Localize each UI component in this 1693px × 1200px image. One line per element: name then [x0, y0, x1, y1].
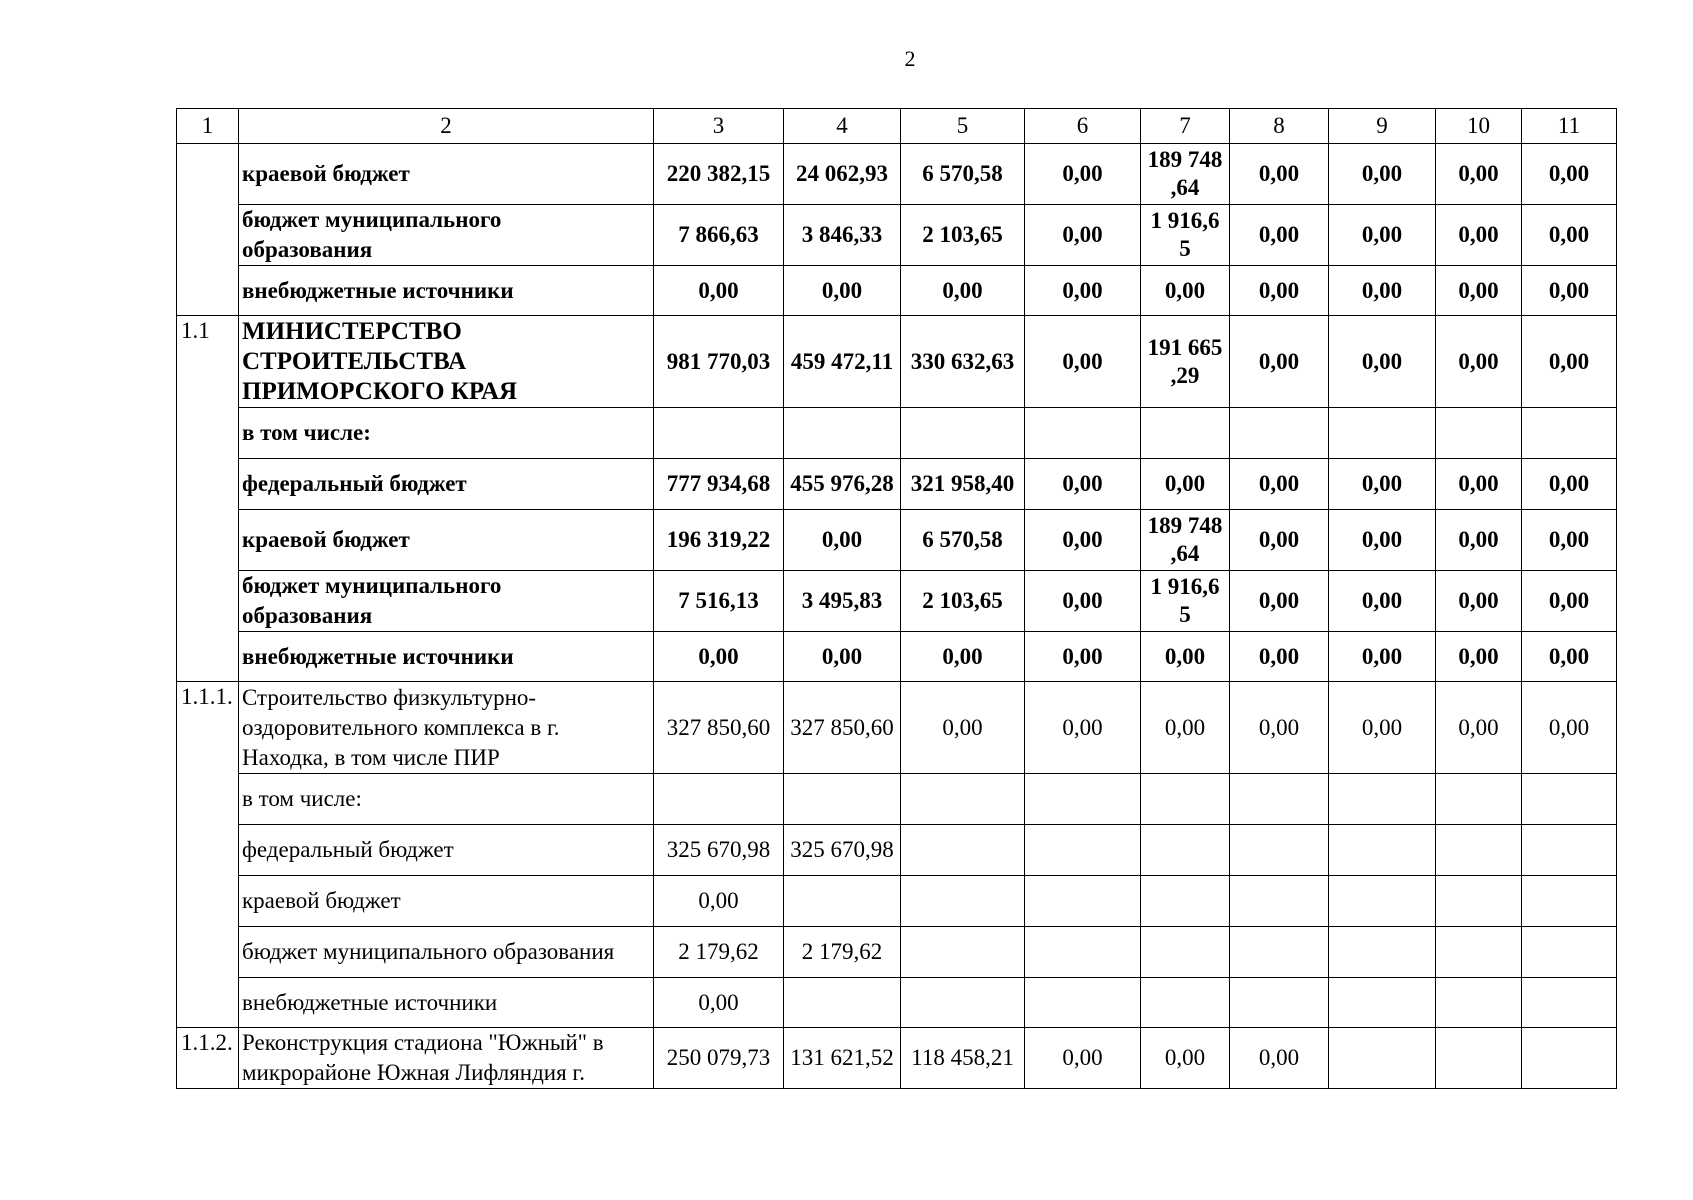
cell-col-3: 327 850,60 [654, 682, 784, 774]
cell-col-9 [1329, 408, 1436, 459]
cell-col-5: 2 103,65 [901, 571, 1025, 632]
cell-col-9 [1329, 876, 1436, 927]
cell-col-4: 459 472,11 [784, 316, 901, 408]
cell-col-11: 0,00 [1522, 571, 1617, 632]
cell-col-8: 0,00 [1230, 632, 1329, 682]
row-name-line: микрорайоне Южная Лифляндия г. [242, 1060, 586, 1085]
row-name: краевой бюджет [239, 876, 654, 927]
cell-col-5: 0,00 [901, 682, 1025, 774]
cell-col-5: 0,00 [901, 266, 1025, 316]
cell-col-4: 327 850,60 [784, 682, 901, 774]
cell-col-4: 24 062,93 [784, 144, 901, 205]
table-row [177, 978, 1617, 1028]
cell-col-10: 0,00 [1436, 144, 1522, 205]
cell-col-4: 2 179,62 [784, 927, 901, 978]
cell-col-10: 0,00 [1436, 510, 1522, 571]
cell-col-4: 3 846,33 [784, 205, 901, 266]
cell-col-3: 2 179,62 [654, 927, 784, 978]
table-row [177, 1028, 1617, 1089]
cell-col-3: 0,00 [654, 978, 784, 1028]
cell-col-5: 0,00 [901, 632, 1025, 682]
cell-col-7: 0,00 [1141, 632, 1230, 682]
cell-col-3: 7 516,13 [654, 571, 784, 632]
table-row [177, 510, 1617, 571]
cell-col-7 [1141, 316, 1230, 408]
row-name: бюджет муниципального образования [239, 927, 654, 978]
cell-col-8: 0,00 [1230, 571, 1329, 632]
cell-col-7-line: 1 916,6 [1150, 208, 1220, 233]
cell-col-9 [1329, 927, 1436, 978]
table-row [177, 571, 1617, 632]
cell-col-4: 0,00 [784, 632, 901, 682]
cell-col-6: 0,00 [1025, 316, 1141, 408]
cell-col-3: 0,00 [654, 632, 784, 682]
cell-col-7-line: 1 916,6 [1150, 574, 1220, 599]
cell-col-6 [1025, 825, 1141, 876]
row-name: в том числе: [239, 408, 654, 459]
cell-col-5 [901, 927, 1025, 978]
cell-col-6: 0,00 [1025, 571, 1141, 632]
header-cell: 3 [654, 109, 784, 144]
table-row [177, 682, 1617, 774]
header-cell: 8 [1230, 109, 1329, 144]
cell-col-10 [1436, 774, 1522, 825]
cell-col-3: 0,00 [654, 876, 784, 927]
cell-col-11 [1522, 1028, 1617, 1089]
cell-col-7 [1141, 144, 1230, 205]
cell-col-5 [901, 978, 1025, 1028]
cell-col-4: 325 670,98 [784, 825, 901, 876]
cell-col-7: 0,00 [1141, 682, 1230, 774]
cell-col-7-line: 189 748 [1147, 147, 1223, 172]
cell-col-7-line: ,64 [1170, 175, 1200, 200]
row-name: федеральный бюджет [239, 825, 654, 876]
cell-col-4: 0,00 [784, 510, 901, 571]
cell-col-11: 0,00 [1522, 316, 1617, 408]
cell-col-9 [1329, 825, 1436, 876]
cell-col-10: 0,00 [1436, 205, 1522, 266]
cell-col-8 [1230, 825, 1329, 876]
cell-col-5 [901, 825, 1025, 876]
cell-col-7 [1141, 876, 1230, 927]
row-name [239, 1028, 654, 1089]
table-row [177, 205, 1617, 266]
cell-col-7-line: 189 748 [1147, 513, 1223, 538]
row-number-cell [177, 144, 239, 316]
cell-col-4: 0,00 [784, 266, 901, 316]
cell-col-10 [1436, 876, 1522, 927]
row-name: внебюджетные источники [239, 978, 654, 1028]
row-name-line: образования [242, 237, 373, 262]
header-cell: 6 [1025, 109, 1141, 144]
cell-col-7 [1141, 571, 1230, 632]
header-cell: 2 [239, 109, 654, 144]
cell-col-4 [784, 978, 901, 1028]
cell-col-3: 777 934,68 [654, 459, 784, 510]
cell-col-4: 3 495,83 [784, 571, 901, 632]
table-row [177, 825, 1617, 876]
cell-col-10 [1436, 1028, 1522, 1089]
cell-col-3: 325 670,98 [654, 825, 784, 876]
row-name: внебюджетные источники [239, 632, 654, 682]
cell-col-8 [1230, 978, 1329, 1028]
row-name-line: оздоровительного комплекса в г. [242, 714, 560, 740]
header-row [177, 109, 1617, 144]
cell-col-6: 0,00 [1025, 1028, 1141, 1089]
cell-col-7-line: 5 [1179, 602, 1191, 627]
row-name-line: бюджет муниципального [242, 573, 502, 598]
cell-col-8: 0,00 [1230, 266, 1329, 316]
budget-table [176, 108, 1617, 1089]
cell-col-6 [1025, 927, 1141, 978]
cell-col-11: 0,00 [1522, 510, 1617, 571]
cell-col-5: 2 103,65 [901, 205, 1025, 266]
page-number: 2 [904, 46, 916, 71]
cell-col-5: 330 632,63 [901, 316, 1025, 408]
table-row [177, 144, 1617, 205]
row-number-cell: 1.1.1. [177, 682, 239, 1028]
header-cell: 7 [1141, 109, 1230, 144]
row-name-line: Находка, в том числе ПИР [242, 744, 500, 770]
cell-col-9: 0,00 [1329, 144, 1436, 205]
row-name-line: МИНИСТЕРСТВО [242, 317, 462, 345]
cell-col-9: 0,00 [1329, 632, 1436, 682]
row-name [239, 205, 654, 266]
header-cell: 5 [901, 109, 1025, 144]
cell-col-9: 0,00 [1329, 682, 1436, 774]
cell-col-6: 0,00 [1025, 266, 1141, 316]
cell-col-10: 0,00 [1436, 632, 1522, 682]
cell-col-11: 0,00 [1522, 632, 1617, 682]
cell-col-6: 0,00 [1025, 205, 1141, 266]
row-number-cell: 1.1.2. [177, 1028, 239, 1089]
cell-col-11: 0,00 [1522, 205, 1617, 266]
cell-col-7-line: ,64 [1170, 541, 1200, 566]
cell-col-8: 0,00 [1230, 144, 1329, 205]
cell-col-3: 0,00 [654, 266, 784, 316]
table-row [177, 316, 1617, 408]
cell-col-8: 0,00 [1230, 316, 1329, 408]
cell-col-11 [1522, 774, 1617, 825]
cell-col-6 [1025, 978, 1141, 1028]
cell-col-7 [1141, 510, 1230, 571]
cell-col-3: 7 866,63 [654, 205, 784, 266]
cell-col-5: 6 570,58 [901, 144, 1025, 205]
cell-col-7: 0,00 [1141, 459, 1230, 510]
cell-col-11 [1522, 927, 1617, 978]
cell-col-3: 981 770,03 [654, 316, 784, 408]
cell-col-10 [1436, 408, 1522, 459]
cell-col-5: 321 958,40 [901, 459, 1025, 510]
cell-col-4 [784, 876, 901, 927]
cell-col-10: 0,00 [1436, 316, 1522, 408]
cell-col-4: 131 621,52 [784, 1028, 901, 1089]
cell-col-6: 0,00 [1025, 632, 1141, 682]
table-row [177, 459, 1617, 510]
header-cell: 11 [1522, 109, 1617, 144]
cell-col-4 [784, 774, 901, 825]
row-name: краевой бюджет [239, 144, 654, 205]
cell-col-9 [1329, 1028, 1436, 1089]
cell-col-8 [1230, 774, 1329, 825]
row-name-line: бюджет муниципального [242, 207, 502, 232]
cell-col-9 [1329, 978, 1436, 1028]
cell-col-3: 196 319,22 [654, 510, 784, 571]
cell-col-7 [1141, 205, 1230, 266]
header-cell: 10 [1436, 109, 1522, 144]
cell-col-6: 0,00 [1025, 682, 1141, 774]
cell-col-7 [1141, 774, 1230, 825]
cell-col-10 [1436, 927, 1522, 978]
cell-col-11 [1522, 408, 1617, 459]
header-cell: 9 [1329, 109, 1436, 144]
cell-col-8: 0,00 [1230, 1028, 1329, 1089]
cell-col-9: 0,00 [1329, 459, 1436, 510]
cell-col-10: 0,00 [1436, 459, 1522, 510]
cell-col-9: 0,00 [1329, 571, 1436, 632]
cell-col-8 [1230, 408, 1329, 459]
cell-col-11: 0,00 [1522, 266, 1617, 316]
cell-col-6: 0,00 [1025, 144, 1141, 205]
row-name: краевой бюджет [239, 510, 654, 571]
cell-col-5 [901, 876, 1025, 927]
cell-col-11 [1522, 876, 1617, 927]
cell-col-11: 0,00 [1522, 682, 1617, 774]
cell-col-6 [1025, 408, 1141, 459]
cell-col-7-line: ,29 [1170, 362, 1200, 388]
cell-col-11: 0,00 [1522, 144, 1617, 205]
cell-col-5: 6 570,58 [901, 510, 1025, 571]
row-name-line: СТРОИТЕЛЬСТВА [242, 347, 467, 375]
cell-col-10: 0,00 [1436, 266, 1522, 316]
row-name [239, 682, 654, 774]
cell-col-8: 0,00 [1230, 682, 1329, 774]
cell-col-6 [1025, 876, 1141, 927]
row-name: федеральный бюджет [239, 459, 654, 510]
cell-col-9: 0,00 [1329, 266, 1436, 316]
cell-col-5: 118 458,21 [901, 1028, 1025, 1089]
cell-col-6: 0,00 [1025, 510, 1141, 571]
header-cell: 4 [784, 109, 901, 144]
cell-col-7 [1141, 825, 1230, 876]
cell-col-3 [654, 408, 784, 459]
cell-col-10 [1436, 825, 1522, 876]
cell-col-11 [1522, 978, 1617, 1028]
cell-col-10 [1436, 978, 1522, 1028]
cell-col-5 [901, 408, 1025, 459]
row-number-cell: 1.1 [177, 316, 239, 682]
cell-col-10: 0,00 [1436, 571, 1522, 632]
cell-col-9: 0,00 [1329, 205, 1436, 266]
table-row [177, 927, 1617, 978]
row-name [239, 571, 654, 632]
cell-col-4 [784, 408, 901, 459]
cell-col-9 [1329, 774, 1436, 825]
cell-col-7-line: 191 665 [1147, 334, 1223, 360]
cell-col-4: 455 976,28 [784, 459, 901, 510]
cell-col-8: 0,00 [1230, 459, 1329, 510]
row-name [239, 316, 654, 408]
cell-col-11: 0,00 [1522, 459, 1617, 510]
header-cell: 1 [177, 109, 239, 144]
row-name: в том числе: [239, 774, 654, 825]
table-row [177, 876, 1617, 927]
cell-col-7 [1141, 978, 1230, 1028]
cell-col-9: 0,00 [1329, 510, 1436, 571]
cell-col-5 [901, 774, 1025, 825]
cell-col-3: 220 382,15 [654, 144, 784, 205]
cell-col-8: 0,00 [1230, 510, 1329, 571]
cell-col-7 [1141, 927, 1230, 978]
cell-col-7: 0,00 [1141, 1028, 1230, 1089]
cell-col-10: 0,00 [1436, 682, 1522, 774]
table-row [177, 774, 1617, 825]
table-row [177, 408, 1617, 459]
cell-col-8 [1230, 876, 1329, 927]
table-row [177, 266, 1617, 316]
cell-col-9: 0,00 [1329, 316, 1436, 408]
cell-col-7 [1141, 408, 1230, 459]
cell-col-11 [1522, 825, 1617, 876]
cell-col-7: 0,00 [1141, 266, 1230, 316]
table-row [177, 632, 1617, 682]
cell-col-6 [1025, 774, 1141, 825]
cell-col-3: 250 079,73 [654, 1028, 784, 1089]
cell-col-3 [654, 774, 784, 825]
row-name-line: ПРИМОРСКОГО КРАЯ [242, 377, 518, 405]
row-name: внебюджетные источники [239, 266, 654, 316]
cell-col-7-line: 5 [1179, 236, 1191, 261]
cell-col-8: 0,00 [1230, 205, 1329, 266]
row-name-line: Строительство физкультурно- [242, 684, 537, 710]
row-name-line: образования [242, 603, 373, 628]
row-name-line: Реконструкция стадиона "Южный" в [242, 1030, 604, 1055]
cell-col-8 [1230, 927, 1329, 978]
cell-col-6: 0,00 [1025, 459, 1141, 510]
